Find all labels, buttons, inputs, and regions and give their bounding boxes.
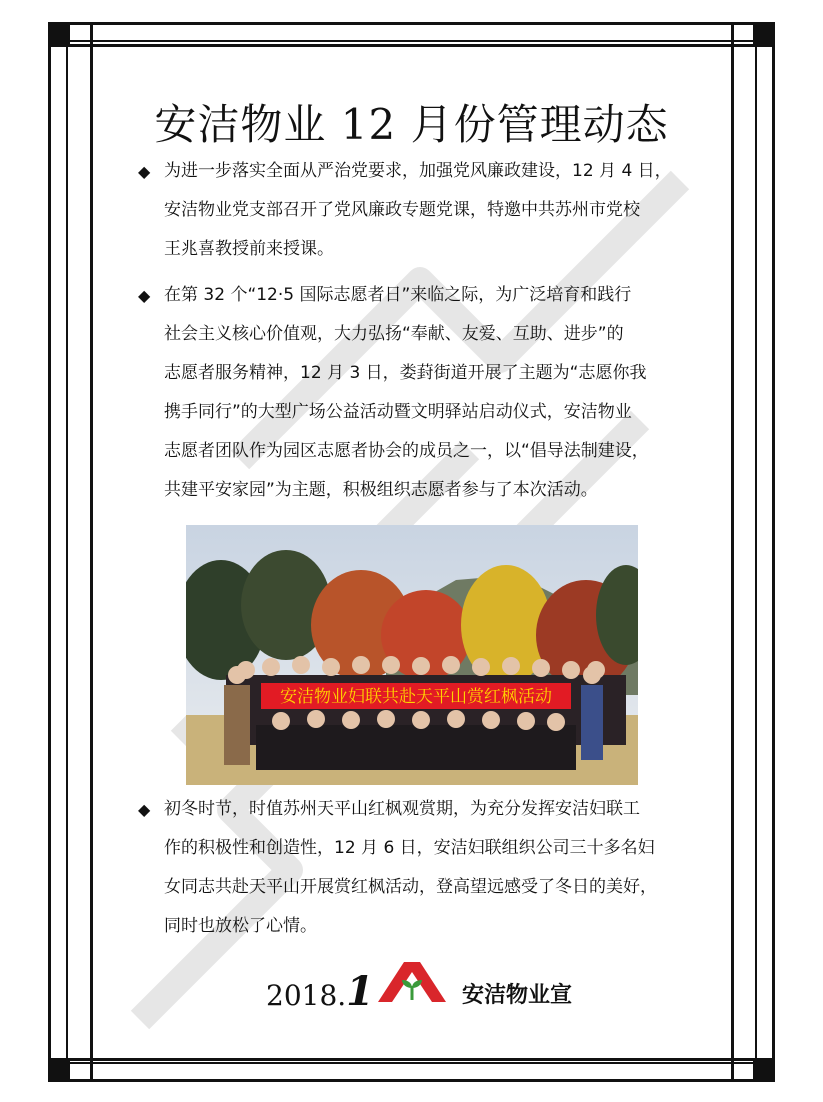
page-title: 安洁物业 12 月份管理动态 [154, 100, 669, 149]
news-item-text: 为进一步落实全面从严治党要求，加强党风廉政建设，12 月 4 日， 安洁物业党支部召开了党风廉政专题党课，特邀中共苏州市党校 王兆喜教授前来授课。 [164, 161, 672, 259]
news-item-party-lecture [138, 152, 698, 269]
issue-date-prefix: 2018. [266, 979, 347, 1012]
group-photo [186, 525, 638, 785]
border-line-bottom [48, 1058, 775, 1061]
diamond-bullet-icon: ◆ [138, 162, 151, 181]
corner-ornament-top-right [753, 22, 775, 44]
border-line-top [48, 44, 775, 47]
corner-ornament-bottom-left [48, 1060, 70, 1082]
issue-date [266, 968, 374, 1015]
corner-ornament-bottom-right [753, 1060, 775, 1082]
diamond-bullet-icon: ◆ [138, 800, 151, 819]
border-line-left [90, 22, 93, 1082]
news-item-text: 初冬时节，时值苏州天平山红枫观赏期，为充分发挥安洁妇联工 作的积极性和创造性，12 月 6 日，安洁妇联组织公司三十多名妇 女同志共赴天平山开展赏红枫活动，登高望远感受了冬日的美好， 同时也放松了心情。 [164, 799, 657, 936]
news-item-red-maple [138, 790, 698, 946]
issue-date-number: 1 [346, 968, 375, 1015]
anjie-logo-icon [374, 958, 450, 1004]
border-line-right [731, 22, 734, 1082]
news-item-text: 在第 32 个“12·5 国际志愿者日”来临之际，为广泛培育和践行 社会主义核心价值观，大力弘扬“奉献、友爱、互助、进步”的 志愿者服务精神，12 月 3 日，娄葑街道开展了主题为“志愿你我 携手同行”的大型广场公益活动暨文明驿站启动仪式，安洁物业 志愿者团队作为园区志愿者协会的成员之一，以“倡导法制建设， 共建平安家园”为主题，积极组织志愿者参与了本次活动。 [164, 285, 649, 500]
diamond-bullet-icon: ◆ [138, 286, 151, 305]
corner-ornament-top-left [48, 22, 70, 44]
brand-name: 安洁物业宣 [462, 983, 573, 1008]
photo-banner-text: 安洁物业妇联共赴天平山赏红枫活动 [280, 687, 552, 707]
news-item-volunteer-day [138, 276, 698, 510]
